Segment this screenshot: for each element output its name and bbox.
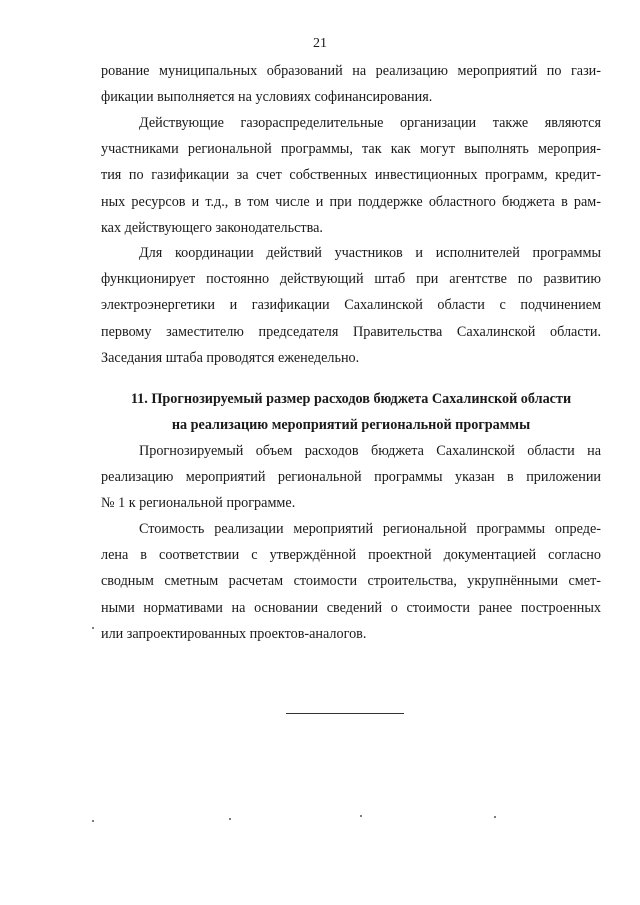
scan-speck [229, 818, 231, 820]
text-line: ных ресурсов и т.д., в том числе и при поддержке областного бюджета в рам- [101, 193, 601, 210]
text-line: тия по газификации за счет собственных инвестиционных программ, кредит- [101, 167, 601, 184]
scan-speck [92, 627, 94, 629]
text-line: ными нормативами на основании сведений о стоимости ранее построенных [101, 599, 601, 616]
section-heading-line-1: 11. Прогнозируемый размер расходов бюджета Сахалинской области [130, 391, 572, 407]
text-line: Для координации действий участников и исполнителей программы [139, 245, 601, 261]
text-line: Заседания штаба проводятся еженедельно. [101, 349, 360, 366]
scan-speck [92, 820, 94, 822]
text-line: участниками региональной программы, так как могут выполнять мероприя- [101, 141, 601, 158]
section-heading [101, 386, 601, 438]
text-line: рование муниципальных образований на реализацию мероприятий по гази- [101, 63, 601, 79]
text-line: функционирует постоянно действующий штаб при агентстве по развитию [101, 271, 601, 288]
paragraph-cofinancing [101, 58, 601, 110]
text-line: или запроектированных проектов-аналогов. [101, 625, 367, 642]
text-line: фикации выполняется на условиях софинансирования. [101, 89, 433, 106]
text-line: сводным сметным расчетам стоимости строительства, укрупнёнными смет- [101, 573, 601, 590]
paragraph-budget-forecast [101, 438, 601, 517]
end-divider [286, 713, 404, 714]
text-line: первому заместителю председателя Правительства Сахалинской области. [101, 323, 601, 340]
paragraph-gas-organizations [101, 110, 601, 241]
text-line: лена в соответствии с утверждённой проектной документацией согласно [101, 547, 601, 564]
paragraph-coordination-hq [101, 240, 601, 371]
scan-speck [360, 815, 362, 817]
page-number: 21 [313, 36, 327, 51]
text-line: ках действующего законодательства. [101, 219, 323, 236]
text-line: электроэнергетики и газификации Сахалинской области с подчинением [101, 297, 601, 314]
text-line: Прогнозируемый объем расходов бюджета Сахалинской области на [139, 443, 601, 459]
scan-speck [494, 816, 496, 818]
text-line: № 1 к региональной программе. [101, 495, 296, 512]
text-line: Стоимость реализации мероприятий региональной программы опреде- [139, 521, 601, 537]
paragraph-cost-estimation [101, 516, 601, 647]
section-heading-line-2: на реализацию мероприятий региональной программы [171, 417, 531, 433]
text-line: Действующие газораспределительные организации также являются [139, 115, 601, 131]
text-line: реализацию мероприятий региональной программы указан в приложении [101, 469, 601, 486]
